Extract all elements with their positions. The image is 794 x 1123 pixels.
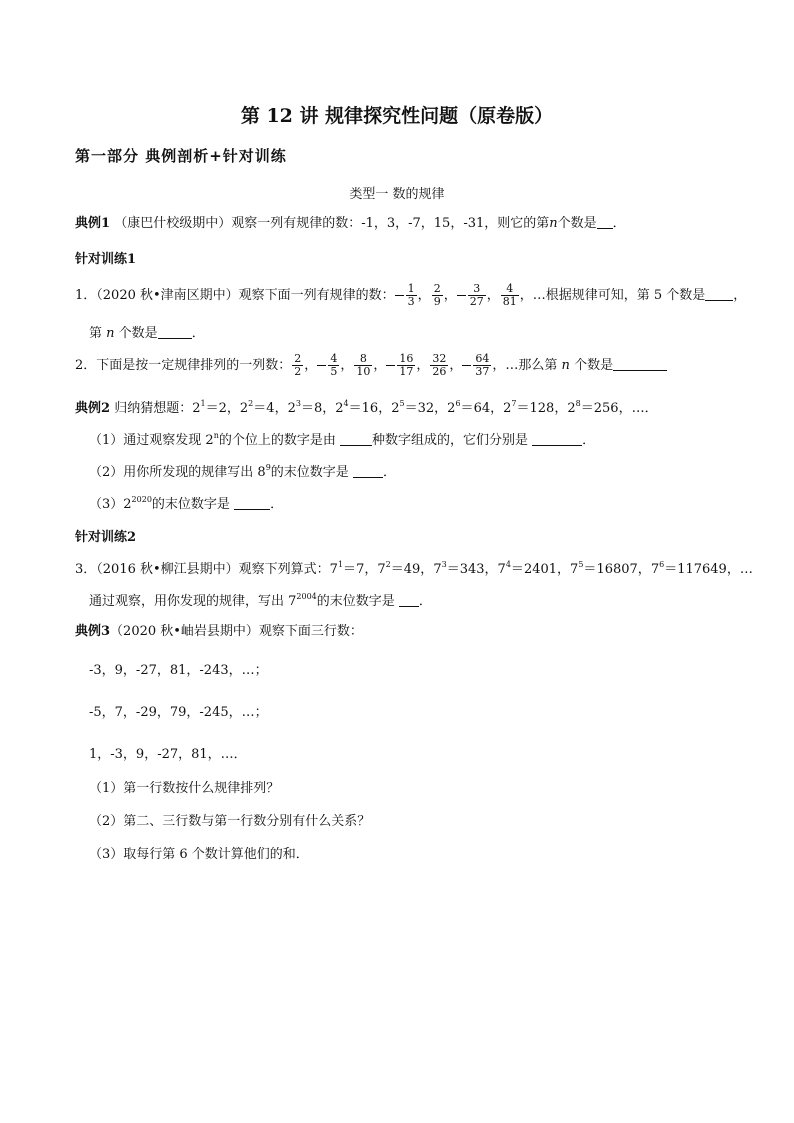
- example-3-text: （2020 秋•岫岩县期中）观察下面三行数：: [110, 624, 363, 639]
- separator: ，: [618, 401, 632, 416]
- example-3-sub-2: （2）第二、三行数与第一行数分别有什么关系？: [89, 814, 371, 829]
- page-title: 第 12 讲 规律探究性问题（原卷版）: [240, 105, 554, 127]
- equals-sign: ＝: [510, 562, 524, 577]
- power-value: 16: [361, 401, 379, 416]
- power-exponent: 4: [343, 399, 349, 408]
- separator: ，: [726, 562, 740, 577]
- power-term: [498, 562, 571, 577]
- denominator: 26: [432, 365, 447, 378]
- fraction-term: $\frac{4}{5}$ ，: [317, 358, 353, 373]
- numerator: 64: [475, 352, 490, 365]
- separator: ，: [554, 401, 568, 416]
- example-1-tail: 个数是: [557, 216, 597, 231]
- numerator: 1: [407, 282, 415, 295]
- power-base: 2: [503, 401, 512, 416]
- power-base: 2: [192, 401, 201, 416]
- sub-1-text-c: 种数字组成的，它们分别是: [372, 433, 529, 448]
- example-2-sub-3: [89, 497, 283, 513]
- power-value: 49: [403, 562, 421, 577]
- power-value: 16807: [596, 562, 638, 577]
- equals-sign: ＝: [446, 562, 460, 577]
- fraction-term: $\frac{32}{26}$ ，: [432, 352, 463, 378]
- question-1-n: n: [106, 326, 115, 341]
- question-1-fractions: [395, 282, 533, 308]
- example-3-label: 典例3: [75, 624, 111, 639]
- power-value: 2401: [523, 562, 558, 577]
- power-exponent: 3: [295, 399, 301, 408]
- training-2-heading: 针对训练2: [75, 530, 137, 545]
- power-term: [570, 562, 651, 577]
- power-value: 32: [417, 401, 435, 416]
- equals-sign: ＝: [664, 562, 678, 577]
- power-exponent: 1: [200, 399, 206, 408]
- example-1-label: 典例1: [75, 216, 111, 231]
- power-term: [447, 401, 503, 416]
- sub-1-text-b: 的个位上的数字是由: [218, 433, 336, 448]
- example-3-row-1: -3，9，-27，81，-243，…；: [89, 663, 268, 678]
- answer-blank[interactable]: [340, 433, 372, 446]
- numerator: 4: [330, 352, 338, 365]
- power-term: [330, 562, 378, 577]
- numerator: 2: [294, 352, 302, 365]
- sub-2-text-b: 的末位数字是: [270, 465, 349, 480]
- power-term: [433, 562, 497, 577]
- power-base: 2: [335, 401, 344, 416]
- fraction: [432, 283, 443, 308]
- power-exponent: 2: [385, 560, 391, 569]
- power-value: 8: [313, 401, 323, 416]
- power-value: 343: [459, 562, 485, 577]
- equals-sign: ＝: [343, 562, 357, 577]
- question-3-line2-b: 的末位数字是: [316, 594, 395, 609]
- sub-3-end: ．: [270, 497, 284, 512]
- equals-sign: ＝: [348, 401, 362, 416]
- power-exponent: 7: [511, 399, 517, 408]
- equals-sign: ＝: [404, 401, 418, 416]
- question-3-sup: 2004: [296, 592, 317, 601]
- minus-sign: [462, 365, 471, 366]
- example-2-end: …．: [631, 401, 658, 416]
- minus-sign: [457, 295, 466, 296]
- fraction-term: $\frac{8}{10}$ ，: [356, 352, 387, 378]
- power-value: 4: [266, 401, 275, 416]
- question-2-tail2: 个数是: [574, 358, 614, 373]
- equals-sign: ＝: [583, 562, 597, 577]
- power-base: 2: [567, 401, 576, 416]
- equals-sign: ＝: [205, 401, 219, 416]
- question-2-text: 下面是按一定规律排列的一列数：: [96, 358, 292, 373]
- sub-1-end: ．: [582, 433, 596, 448]
- question-1-line2-b: 个数是: [118, 326, 158, 341]
- separator: ，: [322, 401, 336, 416]
- example-2-label: 典例2: [75, 401, 111, 416]
- question-1-line2-end: ．: [191, 326, 205, 341]
- denominator: 9: [433, 295, 441, 308]
- example-1-n: n: [549, 216, 558, 231]
- separator: ，: [378, 401, 392, 416]
- power-term: [377, 562, 433, 577]
- fraction: [501, 283, 519, 308]
- power-term: [651, 562, 740, 577]
- question-2-number: 2．: [75, 358, 97, 373]
- power-value: 2: [218, 401, 227, 416]
- fraction-term: $\frac{1}{3}$ ，: [395, 288, 431, 303]
- question-2-tail: …那么第: [505, 358, 558, 373]
- sub-3-sup: 2020: [131, 495, 152, 504]
- power-value: 256: [593, 401, 619, 416]
- question-3-line2-end: ．: [418, 594, 432, 609]
- fraction: [292, 353, 303, 378]
- equals-sign: ＝: [300, 401, 314, 416]
- denominator: 5: [330, 365, 338, 378]
- example-3-row-2: -5，7，-29，79，-245，…；: [89, 705, 268, 720]
- answer-blank[interactable]: [532, 433, 582, 446]
- power-base: 7: [570, 562, 579, 577]
- fraction: [468, 283, 486, 308]
- question-3-line-2: [89, 594, 432, 610]
- fraction: [354, 353, 372, 378]
- power-term: [240, 401, 288, 416]
- power-exponent: 1: [337, 560, 344, 569]
- minus-sign: [395, 295, 404, 296]
- example-2-sub-1: [89, 433, 595, 449]
- numerator: 8: [359, 352, 367, 365]
- question-1-source: （2020 秋•津南区期中）观察下面一列有规律的数：: [96, 288, 395, 303]
- fraction-term: $\frac{2}{9}$ ，: [433, 282, 457, 308]
- example-2-sub-2: [89, 465, 396, 481]
- power-base: 7: [377, 562, 386, 577]
- fraction: [406, 283, 417, 308]
- sub-1-sup: n: [213, 431, 219, 440]
- question-1-number: 1．: [75, 288, 97, 303]
- power-exponent: 6: [659, 560, 665, 569]
- question-1-line-2: [89, 326, 205, 342]
- equals-sign: ＝: [460, 401, 474, 416]
- power-value: 117649: [677, 562, 727, 577]
- example-1-end: ．: [612, 216, 626, 231]
- separator: ，: [490, 401, 504, 416]
- answer-blank[interactable]: [597, 216, 613, 229]
- power-exponent: 6: [455, 399, 461, 408]
- answer-blank[interactable]: [613, 358, 667, 371]
- power-value: 64: [473, 401, 491, 416]
- equals-sign: ＝: [253, 401, 267, 416]
- question-3-source: （2016 秋•柳江县期中）观察下列算式：: [96, 562, 330, 577]
- numerator: 3: [473, 282, 481, 295]
- power-term: [288, 401, 336, 416]
- power-exponent: 2: [248, 399, 254, 408]
- example-3-row-3: 1，-3，9，-27，81，…．: [89, 747, 247, 762]
- numerator: 2: [433, 282, 441, 295]
- power-exponent: 5: [578, 560, 584, 569]
- power-base: 2: [287, 401, 296, 416]
- fraction-term: $\frac{2}{2}$ ，: [294, 352, 318, 378]
- fraction-term: $\frac{4}{81}$ ，: [502, 282, 533, 308]
- power-base: 2: [391, 401, 400, 416]
- part-heading: 第一部分 典例剖析+针对训练: [75, 147, 287, 165]
- equals-sign: ＝: [390, 562, 404, 577]
- separator: ，: [484, 562, 498, 577]
- denominator: 17: [399, 365, 414, 378]
- separator: ，: [226, 401, 240, 416]
- question-1-mid: …根据规律可知，第 5 个数是: [532, 288, 706, 303]
- example-3-sub-3: （3）取每行第 6 个数计算他们的和．: [89, 847, 309, 862]
- power-value: 7: [356, 562, 365, 577]
- denominator: 37: [475, 365, 490, 378]
- separator: ，: [420, 562, 434, 577]
- power-exponent: 3: [441, 560, 447, 569]
- minus-sign: [317, 365, 326, 366]
- example-1-text: （康巴什校级期中）观察一列有规律的数：-1，3，-7，15，-31，则它的第: [114, 216, 550, 231]
- power-exponent: 5: [399, 399, 405, 408]
- sub-3-text-b: 的末位数字是: [151, 497, 230, 512]
- power-term: [503, 401, 567, 416]
- numerator: 32: [432, 352, 447, 365]
- question-3-end: …: [739, 562, 753, 577]
- power-base: 7: [433, 562, 442, 577]
- question-2-n: n: [561, 358, 570, 373]
- example-3: [75, 624, 363, 640]
- power-term: [335, 401, 391, 416]
- question-3-number: 3．: [75, 562, 97, 577]
- sub-2-sup: 9: [265, 463, 271, 472]
- example-1: [75, 216, 626, 232]
- sub-1-text-a: （1）通过观察发现 2: [89, 433, 214, 448]
- power-base: 7: [650, 562, 660, 577]
- fraction-term: $\frac{64}{37}$ ，: [462, 358, 505, 373]
- numerator: 16: [399, 352, 414, 365]
- answer-blank[interactable]: [234, 497, 270, 510]
- fraction: [397, 353, 415, 378]
- separator: ，: [434, 401, 448, 416]
- denominator: 27: [469, 295, 484, 308]
- fraction: [473, 353, 491, 378]
- fraction-term: $\frac{3}{27}$ ，: [457, 288, 500, 303]
- power-base: 7: [329, 562, 338, 577]
- numerator: 4: [506, 282, 514, 295]
- power-base: 7: [497, 562, 506, 577]
- power-term: [192, 401, 240, 416]
- power-base: 2: [447, 401, 456, 416]
- type-heading: 类型一 数的规律: [349, 187, 445, 202]
- question-2: [75, 352, 667, 380]
- answer-blank[interactable]: [353, 465, 383, 478]
- separator: ，: [557, 562, 571, 577]
- separator: ，: [637, 562, 651, 577]
- separator: ，: [364, 562, 378, 577]
- equals-sign: ＝: [580, 401, 594, 416]
- question-3-powers: [330, 562, 740, 577]
- power-term: [567, 401, 631, 416]
- sub-2-text-a: （2）用你所发现的规律写出 8: [89, 465, 266, 480]
- question-3-line2-a: 通过观察，用你发现的规律，写出 7: [89, 594, 297, 609]
- question-2-fractions: [291, 352, 506, 378]
- denominator: 10: [356, 365, 371, 378]
- power-exponent: 8: [575, 399, 581, 408]
- example-2: [75, 401, 658, 417]
- question-1-end: ，: [733, 288, 747, 303]
- answer-blank[interactable]: [158, 326, 192, 339]
- answer-blank[interactable]: [399, 594, 419, 607]
- training-1-heading: 针对训练1: [75, 252, 137, 267]
- power-term: [391, 401, 447, 416]
- question-1-line2-a: 第: [89, 326, 103, 341]
- question-1: [75, 282, 746, 310]
- denominator: 3: [407, 295, 415, 308]
- fraction: [430, 353, 448, 378]
- fraction: [328, 353, 339, 378]
- power-base: 2: [239, 401, 249, 416]
- denominator: 81: [502, 295, 517, 308]
- example-2-powers: [192, 401, 631, 416]
- separator: ，: [274, 401, 288, 416]
- sub-2-end: ．: [382, 465, 396, 480]
- power-value: 128: [529, 401, 555, 416]
- example-2-text: 归纳猜想题：: [114, 401, 193, 416]
- equals-sign: ＝: [516, 401, 530, 416]
- fraction-term: $\frac{16}{17}$ ，: [386, 358, 429, 373]
- minus-sign: [386, 365, 395, 366]
- sub-3-text-a: （3）2: [89, 497, 132, 512]
- answer-blank[interactable]: [705, 288, 733, 301]
- question-3: [75, 562, 753, 578]
- example-3-sub-1: （1）第一行数按什么规律排列？: [89, 781, 280, 796]
- power-exponent: 4: [505, 560, 511, 569]
- denominator: 2: [294, 365, 302, 378]
